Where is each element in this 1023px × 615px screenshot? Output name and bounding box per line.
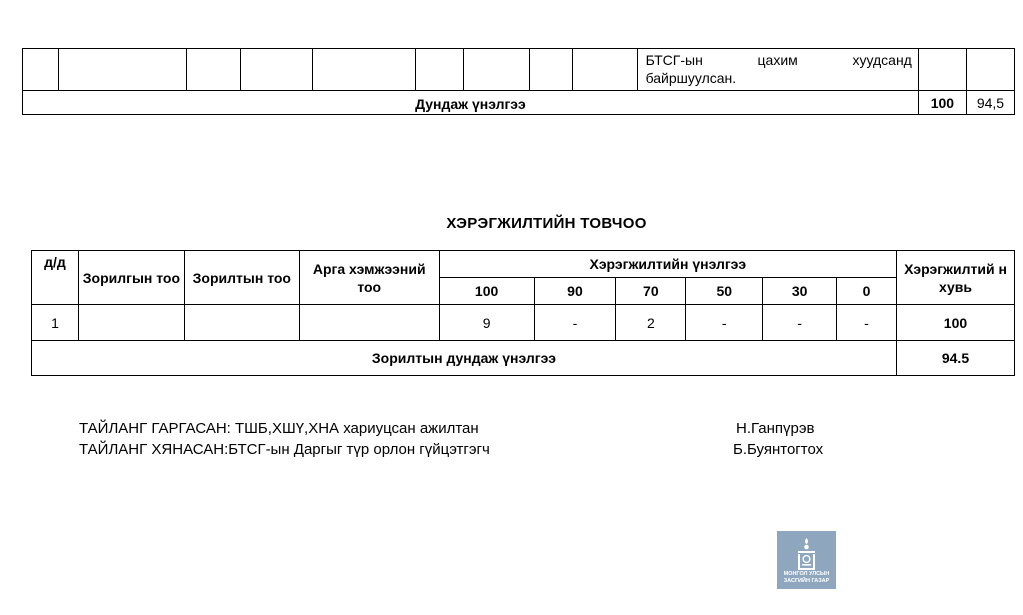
reviewed-by-line: ТАЙЛАНГ ХЯНАСАН:БТСГ-ын Даргыг түр орлон гүйцэтгэгч bbox=[79, 441, 490, 458]
summary-table bbox=[31, 250, 1015, 376]
average-row bbox=[23, 91, 1015, 115]
row-objectives bbox=[184, 305, 299, 341]
soyombo-emblem-icon bbox=[795, 537, 818, 571]
table-cell bbox=[464, 49, 530, 91]
header-score: 0 bbox=[837, 278, 897, 305]
row-count: - bbox=[686, 305, 763, 341]
table-cell bbox=[59, 49, 187, 91]
table-cell bbox=[23, 49, 59, 91]
header-dd: д/д bbox=[32, 251, 79, 305]
header-measures-count: Арга хэмжээний тоо bbox=[299, 251, 439, 305]
row-count: - bbox=[763, 305, 837, 341]
row-count: - bbox=[534, 305, 616, 341]
summary-title: ХЭРЭГЖИЛТИЙН ТОВЧОО bbox=[446, 215, 647, 232]
row-goals bbox=[78, 305, 184, 341]
table-cell bbox=[530, 49, 572, 91]
header-score: 100 bbox=[439, 278, 534, 305]
table-row bbox=[32, 305, 1015, 341]
row-measures bbox=[299, 305, 439, 341]
total-label: Зорилтын дундаж үнэлгээ bbox=[32, 341, 897, 376]
header-evaluation: Хэрэгжилтийн үнэлгээ bbox=[439, 251, 896, 278]
description-word: хуудсанд bbox=[852, 52, 912, 68]
header-score: 30 bbox=[763, 278, 837, 305]
reviewer-name: Б.Буянтогтох bbox=[733, 441, 824, 458]
table-cell bbox=[313, 49, 416, 91]
logo-text-line: ЗАСГИЙН ГАЗАР bbox=[783, 577, 830, 584]
header-score: 70 bbox=[616, 278, 686, 305]
header-score: 90 bbox=[534, 278, 616, 305]
header-score: 50 bbox=[686, 278, 763, 305]
row-percent: 100 bbox=[896, 305, 1014, 341]
header-percent: Хэрэгжилтий н хувь bbox=[896, 251, 1014, 305]
prepared-by-line: ТАЙЛАНГ ГАРГАСАН: ТШБ,ХШҮ,ХНА хариуцсан ажилтан bbox=[79, 420, 479, 437]
table-cell bbox=[572, 49, 637, 91]
table-cell bbox=[918, 49, 966, 91]
table-row bbox=[23, 49, 1015, 91]
description-line bbox=[646, 51, 912, 69]
table-cell bbox=[241, 49, 313, 91]
government-logo bbox=[777, 531, 836, 589]
description-cell bbox=[637, 49, 918, 91]
row-count: - bbox=[837, 305, 897, 341]
description-word: цахим bbox=[757, 52, 798, 68]
average-value: 94,5 bbox=[966, 91, 1014, 115]
average-score: 100 bbox=[918, 91, 966, 115]
header-objectives-count: Зорилтын тоо bbox=[184, 251, 299, 305]
total-value: 94.5 bbox=[896, 341, 1014, 376]
description-line: байршуулсан. bbox=[645, 70, 737, 86]
preparer-name: Н.Ганпүрэв bbox=[736, 420, 815, 437]
description-word: БТСГ-ын bbox=[645, 52, 703, 68]
table-cell bbox=[966, 49, 1014, 91]
logo-text-line: МОНГОЛ УЛСЫН bbox=[783, 571, 830, 577]
row-count: 2 bbox=[616, 305, 686, 341]
logo-text bbox=[777, 571, 836, 584]
row-dd: 1 bbox=[32, 305, 79, 341]
row-count: 9 bbox=[439, 305, 534, 341]
table-cell bbox=[416, 49, 464, 91]
average-label: Дундаж үнэлгээ bbox=[23, 91, 919, 115]
header-goals-count: Зорилгын тоо bbox=[78, 251, 184, 305]
table-cell bbox=[187, 49, 241, 91]
top-table bbox=[22, 48, 1015, 115]
header-row bbox=[32, 251, 1015, 278]
total-row bbox=[32, 341, 1015, 376]
